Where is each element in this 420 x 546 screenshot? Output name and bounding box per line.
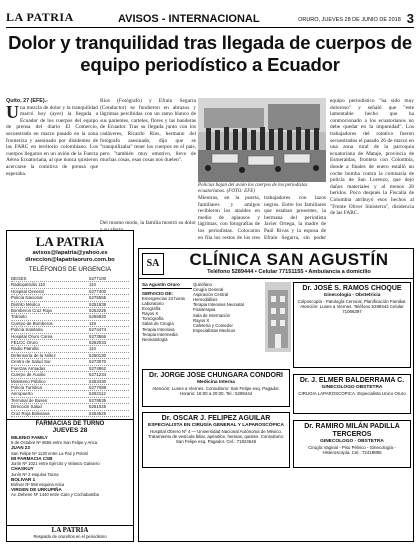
- doctor-specialty: ESPECIALISTA EN CIRUGÍA GENERAL Y LAPAROSCÓPICA: [148, 423, 284, 428]
- phone-row: [11, 411, 129, 417]
- phone-name: Cruz Roja Boliviana: [11, 410, 50, 416]
- pharmacy-address: Av. Dehene Nº 1440 entre Caro y Cochabamba: [11, 492, 99, 498]
- news-photo: [198, 98, 326, 182]
- service-item: Hemodiálisis: [193, 297, 218, 303]
- page-masthead: [6, 4, 414, 28]
- phone-number[interactable]: 5253430: [89, 378, 107, 384]
- doctor-name: Dr. RAMIRO MILÁN PADILLA TERCEROS: [304, 423, 400, 438]
- service-item: Fisioterapia: [193, 307, 216, 313]
- doctor-card-chungara: [142, 369, 290, 407]
- pharmacy-date: JUEVES 28: [52, 426, 88, 434]
- service-item: Emergencias 24 horas: [142, 296, 185, 301]
- doctor-card-padilla: [293, 420, 411, 468]
- clinic-logo: SA: [142, 253, 164, 275]
- pharmacy-address: 6 de Octubre Nº 6555 entre San Felipe y Arica: [11, 440, 98, 446]
- clinic-services-list: [142, 282, 192, 342]
- phone-number[interactable]: 5273070: [89, 359, 107, 365]
- article-col1-text: na mezcla de dolor y la tranquilidad marcó hoy (ayer) la llegada a Ecuador de los cuerpos del equipo de prensa del diario El Comercio, secuestrado en marzo pasado en la zona fronteriza y asesinado por disidentes de las FARC en territorio colombiano. Los cuerpos llegaron en un avión de la Fuerza Aérea Ecuatoriana, al que nunca quisieron acercarse la comitiva de prensa que esperaba.: [6, 104, 98, 177]
- doctor-specialty: GINECOLOGO - OBSTETRA: [320, 439, 384, 444]
- doctor-card-felipez: [142, 412, 290, 468]
- phone-name: Terminal de Buses: [11, 397, 48, 403]
- clinic-name: CLÍNICA SAN AGUSTÍN: [189, 250, 389, 269]
- phone-number[interactable]: 5250130: [89, 352, 107, 358]
- doctor-detail: Atención: Lunes a Viernes. Consultorio: San Felipe esq. Pagador. Horario: 16:00 a 20:00. Tel.: 5289444: [152, 385, 280, 396]
- lapatria-email-1[interactable]: avisos@lapatria@yahoo.es: [32, 250, 108, 256]
- phone-name: Fuerzas Armadas: [11, 365, 46, 371]
- phone-name: Cuerpo de Bomberos: [11, 320, 53, 326]
- emergency-phones-title: TELÉFONOS DE URGENCIA: [28, 266, 112, 273]
- phone-number[interactable]: 5251025: [89, 404, 107, 410]
- emergency-phones-list: [11, 276, 129, 417]
- doctor-name: Dr. JORGE JOSE CHUNGARA CONDORI: [149, 372, 283, 379]
- phone-number[interactable]: 5277088: [89, 384, 107, 390]
- section-title: AVISOS - INTERNACIONAL: [118, 13, 260, 25]
- doctor-specialty: Ginecología - Obstetricia: [323, 293, 381, 298]
- service-item: Terapia Intensiva: [142, 326, 175, 332]
- news-photo-image: [198, 98, 326, 182]
- clinic-advertisement: [138, 248, 414, 542]
- pharmacy-name: BOLIVAR 1: [11, 476, 36, 482]
- pharmacy-name: MI FARMACIA CSB: [11, 455, 53, 461]
- phone-name: FELCC Oruro: [11, 340, 38, 346]
- phone-number[interactable]: 5252225: [89, 308, 107, 314]
- phone-number[interactable]: 110: [89, 346, 96, 352]
- phone-number[interactable]: 5277400: [89, 288, 107, 294]
- article-col3-text-b: Colocaron en fila los restos de los tres trabajadores con lazos negros. Entre los familiares que estaban presentes, la hermana del periodista Javier Ortega, la madre de Paúl Rivas y la esposa de Efraín Segarra, sin poder: [198, 195, 326, 241]
- clinic-building-image: [265, 282, 291, 352]
- pharmacy-name: MILENIO FAMILY: [11, 434, 48, 440]
- service-item: Rayos X: [193, 317, 210, 323]
- service-item: Tomografía: [142, 316, 164, 322]
- pharmacy-name: CHASKUY: [11, 466, 34, 472]
- phone-name: Aeropuerto: [11, 391, 33, 397]
- drop-cap: U: [6, 101, 19, 122]
- phone-name: Hospital Oruro Corea: [11, 333, 53, 339]
- clinic-mini-logo: Sa Agustín Oruro: [142, 282, 192, 289]
- phone-name: Hospital General: [11, 288, 44, 294]
- service-item: Neonatología: [142, 336, 168, 342]
- phone-number[interactable]: 5279535: [89, 397, 107, 403]
- service-item: Laboratorio: [142, 301, 164, 307]
- doctor-specialty: GINECOLOGO OBSTETRA: [321, 385, 383, 390]
- phone-name: Radio Patrulla: [11, 346, 39, 352]
- phone-number[interactable]: 5251838: [89, 301, 107, 307]
- services-heading: SERVICIO DE:: [142, 291, 174, 296]
- doctor-name: Dr. JOSÉ S. RAMOS CHOQUE: [302, 285, 402, 292]
- service-item: Terapia Intensiva Neonatal: [193, 302, 244, 308]
- phone-name: Cuerpo de Auxilio: [11, 372, 46, 378]
- phone-number[interactable]: 5273566: [89, 333, 107, 339]
- doctor-card-ramos: [293, 282, 411, 368]
- service-item: Rayos X: [142, 311, 159, 317]
- phone-name: Policía Turística: [11, 384, 42, 390]
- issue-date: ORURO, JUEVES 28 DE JUNIO DE 2018: [298, 17, 401, 23]
- page-number: 3: [406, 11, 414, 26]
- phone-name: Tránsito: [11, 314, 27, 320]
- phone-name: Defensoría de la Niñez: [11, 352, 56, 358]
- phone-number[interactable]: 119: [89, 320, 96, 326]
- pharmacy-address: Junín Nº 2 esquina Tacna: [11, 471, 59, 477]
- phone-number[interactable]: 5277100: [89, 276, 107, 281]
- phone-name: Bomberos Cruz Roja: [11, 308, 52, 314]
- newspaper-logo: LA PATRIA: [6, 10, 74, 24]
- pharmacy-address: Junín Nº 1021 entre Ejército y Velasco Galvarro: [11, 461, 100, 467]
- pharmacy-address: Bolívar Nº 556 esquina Arica: [11, 481, 65, 487]
- service-item: Quirófano: [193, 282, 212, 287]
- phone-number[interactable]: 5271234: [89, 372, 107, 378]
- service-item: Especialistas Medicos: [193, 327, 236, 333]
- article-headline: Dolor y tranquilidad tras llegada de cuerpos de equipo periodístico a Ecuador: [8, 32, 412, 75]
- doctor-detail: Cirugía Vaginal - Piso Pélvico - Ginecología - Histeroscopía. Cel.: 72418895: [308, 444, 396, 455]
- service-item: Cirugía General: [193, 287, 224, 293]
- clinic-services-list-2: [193, 282, 263, 333]
- pharmacy-address: San Felipe Nº 1130 entre La Paz y Potosí: [11, 450, 89, 456]
- phone-number[interactable]: 5262033: [89, 340, 107, 346]
- lapatria-footer-logo: LA PATRIA: [51, 526, 89, 534]
- pharmacy-list: [11, 435, 129, 497]
- phone-number[interactable]: 5254525: [89, 410, 107, 416]
- article-column-2-continued: Del mismo modo, la familia mostró su dolor y su afecto.: [100, 220, 196, 233]
- service-item: Sala de Internación: [193, 312, 231, 318]
- clinic-contact: Teléfono 5289444 • Celular 77151155 • Ambulancia a domicilio: [207, 269, 371, 275]
- pharmacy-title: FARMACIAS DE TURNO: [7, 419, 133, 427]
- phone-number[interactable]: 5274474: [89, 327, 107, 333]
- lapatria-footer-slogan: Respaldo de orureños en el periodismo: [33, 534, 107, 539]
- lapatria-box-title: LA PATRIA: [35, 234, 105, 249]
- service-item: Ecografía: [142, 306, 161, 312]
- article-column-3: [198, 195, 326, 245]
- article-dateline: Quito, 27 (EFE).-: [6, 98, 48, 104]
- phone-name: Policía Nacional: [11, 295, 43, 301]
- doctor-name: Dr. OSCAR J. FELIPEZ AGUILAR: [161, 415, 271, 422]
- article-column-1: [6, 98, 98, 226]
- phone-number[interactable]: 110: [89, 282, 96, 288]
- article-column-4: equipo periodístico "ha sido muy doloroso" y señaló que "este lamentable hecho que ha conmocionado a los ecuatorianos no debe quedar en la impunidad". Los trabajadores del rotativo fueron secuestrados el pasado 26 de marzo en una zona rural de la parroquia ecuatoriana de Mataje, provincia de Esmeraldas, frontera con Colombia, donde a finales de enero estalló un coche bomba contra la comisaría de policía de San Lorenzo, que dejó daños materiales y al menos 28 heridos. Poco después la Fiscalía de Colombia atribuyó esos hechos al "Frente Oliver Sinisterra", disidencia de las FARC.: [330, 98, 414, 217]
- lapatria-box-footer: [7, 525, 133, 541]
- phone-name: Policía Sanitaria: [11, 327, 43, 333]
- lapatria-info-box: [6, 230, 134, 542]
- phone-name: Ministerio Público: [11, 378, 46, 384]
- doctor-card-balderrama: [293, 374, 411, 414]
- phone-name: Centro de Salud Sur: [11, 359, 51, 365]
- pharmacy-name: VIRGEN DE URKUPIÑA: [11, 486, 62, 492]
- service-item: Terapia Intermedia: [142, 331, 178, 337]
- phone-number[interactable]: 5262112: [89, 391, 106, 397]
- doctor-name: Dr. J. ELMER BALDERRAMA C.: [299, 377, 405, 384]
- article-col3-text-a: Mientras, en la puerta, familiares y amigos recibieron los ataúdes en medio de aplausos y lágrimas, con fotografías de los periodistas.: [198, 195, 260, 234]
- doctor-specialty: Medicina Interna: [197, 380, 235, 385]
- article-column-2: Ríos (Fotógrafo) y Efraín Segarra (Conductor) se fundieron en abrazos y lágrimas percibidas con un ramo blanco de sus parientes, carteles, flores y las banderas de Ecuador. Tras su llegada junto con los cadáveres, Ricardo Ríos, hermano del fotógrafo asesinado, dijo que se "tranquilizaba" tener los cuerpos en el país, pero "también muy emotivo, llevo de muchas cosas, esas cosas nos duelen".: [100, 98, 196, 164]
- doctor-detail: Colposcopía - Patología Cervical, Planificación Familiar. Atención: Lunes a Viernes. Teléfono 5289444 Celular 71066397: [297, 298, 407, 314]
- phone-number[interactable]: 5274862: [89, 365, 107, 371]
- phone-name: Dirección Salud: [11, 404, 42, 410]
- phone-number[interactable]: 5275555: [89, 295, 107, 301]
- doctor-detail: Hospital Obrero Nº 4 — Universidad Nacional Autónoma de México. Tratamiento de vesícula biliar, apéndice, hernias, quistes. Consultorio: San Felipe esq. Pagador. Cel.: 71824646: [147, 428, 285, 444]
- phone-name: DEGES: [11, 276, 27, 281]
- doctor-detail: CIRUGIA LAPAROSCOPICA. Especialista Unico Oruro: [298, 390, 406, 396]
- phone-number[interactable]: 5255920: [89, 314, 107, 320]
- phone-name: Distrito Médico: [11, 301, 41, 307]
- photo-caption: Policías bajan del avión los cuerpos de los periodistas ecuatorianos. (FOTO: EFE): [198, 183, 308, 194]
- service-item: Salas de Cirugía: [142, 321, 174, 327]
- service-item: Aspiración Central: [193, 292, 229, 298]
- clinic-ad-header: [139, 249, 413, 279]
- service-item: Cafetería y Comedor: [193, 322, 233, 328]
- phone-name: Radiopatrulla 110: [11, 282, 46, 288]
- lapatria-email-2[interactable]: direccion@lapatriaoruro.com.bo: [25, 257, 115, 263]
- pharmacy-name: JUAN 23: [11, 445, 30, 451]
